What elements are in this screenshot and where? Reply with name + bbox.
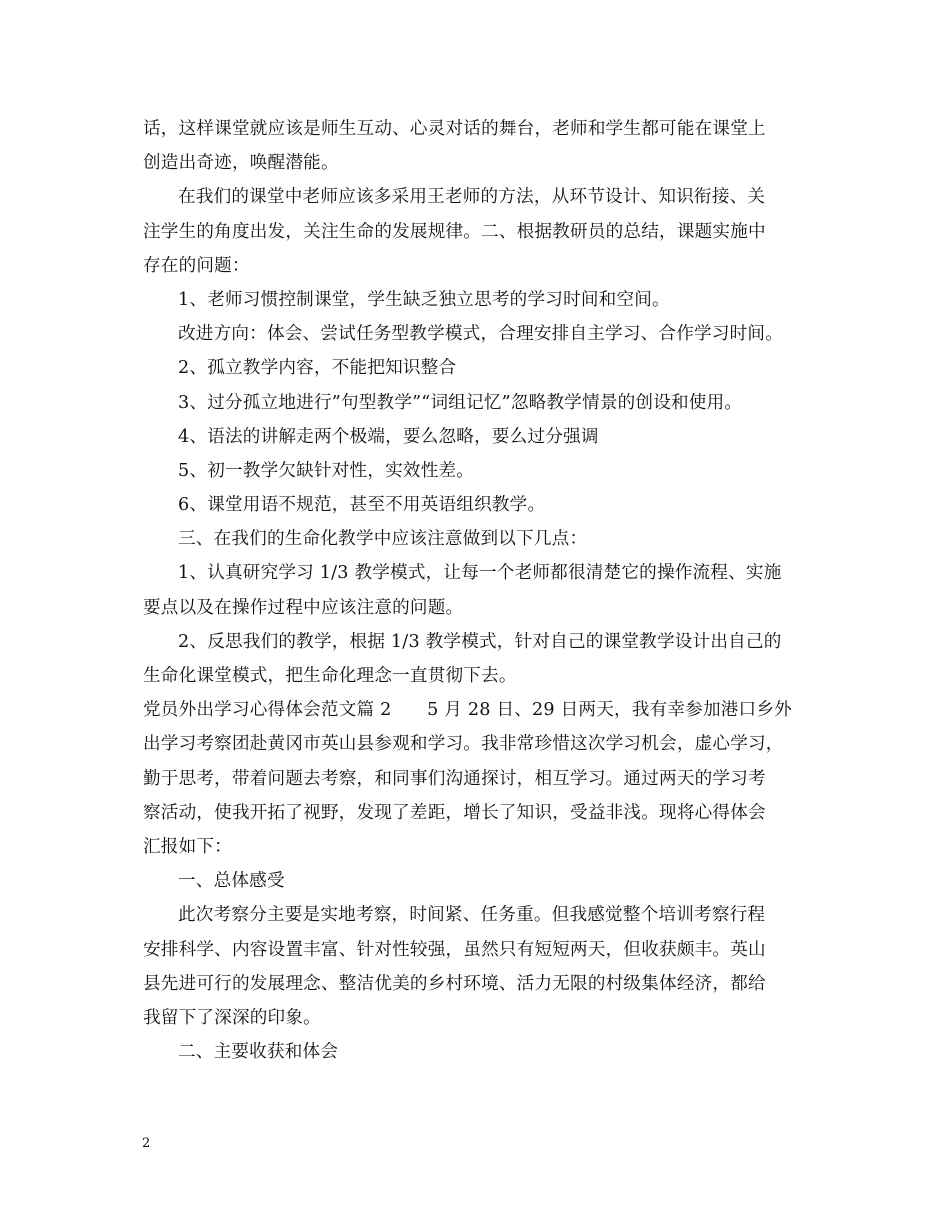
text-line: 3、过分孤立地进行”句型教学”“词组记忆”忽略教学情景的创设和使用。 [178, 392, 743, 413]
text-line: 4、语法的讲解走两个极端，要么忽略，要么过分强调 [178, 426, 599, 447]
text-line: 在我们的课堂中老师应该多采用王老师的方法，从环节设计、知识衔接、关 [178, 187, 766, 208]
text-line: 2、反思我们的教学，根据 1/3 教学模式，针对自己的课堂教学设计出自己的 [178, 631, 782, 652]
text-line: 我留下了深深的印象。 [143, 1007, 321, 1028]
text-line: 党员外出学习心得体会范文篇 2 5 月 28 日、29 日两天，我有幸参加港口乡外 [143, 700, 792, 721]
text-line: 一、总体感受 [178, 871, 285, 892]
text-line: 此次考察分主要是实地考察，时间紧、任务重。但我感觉整个培训考察行程 [178, 905, 766, 926]
text-line: 出学习考察团赴黄冈市英山县参观和学习。我非常珍惜这次学习机会，虚心学习， [143, 734, 784, 755]
text-line: 县先进可行的发展理念、整洁优美的乡村环境、活力无限的村级集体经济，都给 [143, 973, 766, 994]
text-line: 5、初一教学欠缺针对性，实效性差。 [178, 460, 475, 481]
text-line: 1、老师习惯控制课堂，学生缺乏独立思考的学习时间和空间。 [178, 289, 670, 310]
text-line: 安排科学、内容设置丰富、针对性较强，虽然只有短短两天，但收获颇丰。英山 [143, 939, 766, 960]
text-line: 三、在我们的生命化教学中应该注意做到以下几点： [178, 529, 588, 550]
text-line: 2、孤立教学内容，不能把知识整合 [178, 358, 457, 379]
text-line: 生命化课堂模式，把生命化理念一直贯彻下去。 [143, 666, 517, 686]
text-line: 二、主要收获和体会 [178, 1042, 339, 1063]
text-line: 察活动，使我开拓了视野，发现了差距，增长了知识，受益非浅。现将心得体会 [143, 802, 766, 823]
text-line: 存在的问题： [143, 255, 250, 276]
text-line: 要点以及在操作过程中应该注意的问题。 [143, 597, 464, 618]
text-line: 创造出奇迹，唤醒潜能。 [143, 153, 339, 174]
text-line: 话，这样课堂就应该是师生互动、心灵对话的舞台，老师和学生都可能在课堂上 [143, 119, 766, 139]
text-line: 改进方向：体会、尝试任务型教学模式，合理安排自主学习、合作学习时间。 [178, 324, 783, 345]
text-line: 注学生的角度出发，关注生命的发展规律。二、根据教研员的总结，课题实施中 [143, 221, 766, 242]
text-line: 1、认真研究学习 1/3 教学模式，让每一个老师都很清楚它的操作流程、实施 [178, 563, 782, 584]
page-number: 2 [142, 1136, 151, 1151]
text-line: 6、课堂用语不规范，甚至不用英语组织教学。 [178, 495, 546, 516]
text-line: 汇报如下： [143, 836, 232, 857]
text-line: 勤于思考，带着问题去考察，和同事们沟通探讨，相互学习。通过两天的学习考 [143, 768, 766, 789]
document-body [143, 112, 813, 1069]
